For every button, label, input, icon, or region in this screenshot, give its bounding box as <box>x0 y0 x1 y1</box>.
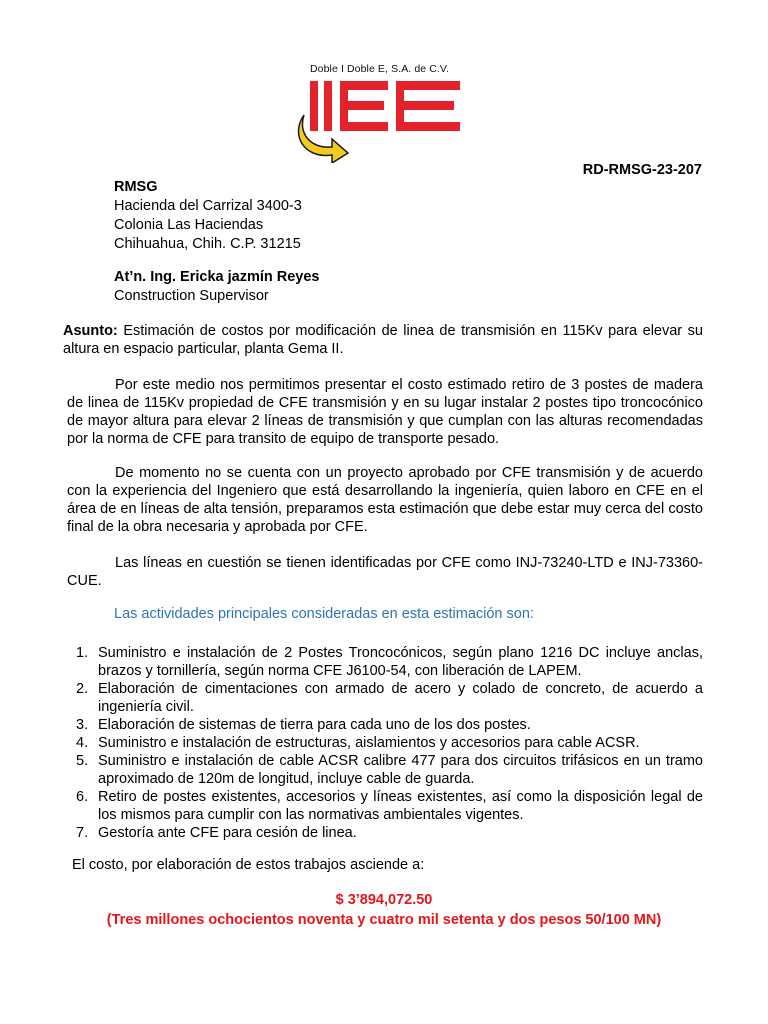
attention-block <box>114 268 320 306</box>
recipient-name: RMSG <box>114 179 158 195</box>
doble-i-doble-e-logo-icon <box>296 63 464 163</box>
cost-amount: $ 3’894,072.50 <box>335 892 433 908</box>
list-item: 4. Suministro e instalación de estructuras, aislamientos y accesorios para cable ACSR. <box>76 735 640 751</box>
subject-text: Estimación de costos por modificación de linea de transmisión en 115Kv para elevar su altura en espacio particular, planta Gema II. <box>63 323 703 357</box>
document-reference: RD-RMSG-23-207 <box>582 162 702 178</box>
activities-heading: Las actividades principales consideradas en esta estimación son: <box>114 606 534 622</box>
company-logo <box>296 63 464 163</box>
address-line-2: Colonia Las Haciendas <box>114 217 264 233</box>
paragraph-2 <box>67 464 703 536</box>
paragraph-1 <box>67 376 703 448</box>
paragraph-1-text: Por este medio nos permitimos presentar el costo estimado retiro de 3 postes de madera de linea de 115Kv propiedad de CFE transmisión y en su lugar instalar 2 postes tipo troncocónico de mayor altura para elevar 2 líneas de transmisión y que cumplan con las alturas recomendadas por la norma de CFE para transito de equipo de transporte pesado. <box>67 377 703 447</box>
cost-amount-words: (Tres millones ochocientos noventa y cuatro mil setenta y dos pesos 50/100 MN) <box>106 912 662 928</box>
address-line-1: Hacienda del Carrizal 3400-3 <box>114 198 302 214</box>
list-item: 3. Elaboración de sistemas de tierra para cada uno de los dos postes. <box>76 717 531 733</box>
list-item: 7. Gestoría ante CFE para cesión de linea. <box>76 825 357 841</box>
paragraph-2-text: De momento no se cuenta con un proyecto aprobado por CFE transmisión y de acuerdo con la experiencia del Ingeniero que está desarrollando la ingeniería, quien laboro en CFE en el área de en líneas de alta tensión, preparamos esta estimación que debe estar muy cerca del costo final de la obra necesaria y aprobada por CFE. <box>67 465 703 535</box>
cost-amount-block <box>0 890 768 930</box>
list-item: 5. Suministro e instalación de cable ACSR calibre 477 para dos circuitos trifásicos en un tramo aproximado de 120m de longitud, incluye cable de guarda. <box>76 753 703 787</box>
paragraph-3 <box>67 554 703 590</box>
subject <box>63 322 703 358</box>
list-item: 2. Elaboración de cimentaciones con armado de acero y colado de concreto, de acuerdo a ingeniería civil. <box>76 681 703 715</box>
address-line-3: Chihuahua, Chih. C.P. 31215 <box>114 236 301 252</box>
subject-label: Asunto: <box>63 323 118 339</box>
cost-intro: El costo, por elaboración de estos trabajos asciende a: <box>72 857 425 873</box>
recipient-address <box>114 178 302 254</box>
list-item: 1. Suministro e instalación de 2 Postes Troncocónicos, según plano 1216 DC incluye anclas, brazos y tornillería, según norma CFE J6100-54, con liberación de LAPEM. <box>76 645 703 679</box>
paragraph-3-text: Las líneas en cuestión se tienen identificadas por CFE como INJ-73240-LTD e INJ-73360-CUE. <box>67 555 703 589</box>
activities-list <box>72 644 703 842</box>
attention-name: At’n. Ing. Ericka jazmín Reyes <box>114 269 320 285</box>
logo-caption: Doble I Doble E, S.A. de C.V. <box>310 63 450 75</box>
attention-title: Construction Supervisor <box>114 288 269 304</box>
list-item: 6. Retiro de postes existentes, accesorios y líneas existentes, así como la disposición legal de los mismos para cumplir con las normativas ambientales vigentes. <box>76 789 703 823</box>
